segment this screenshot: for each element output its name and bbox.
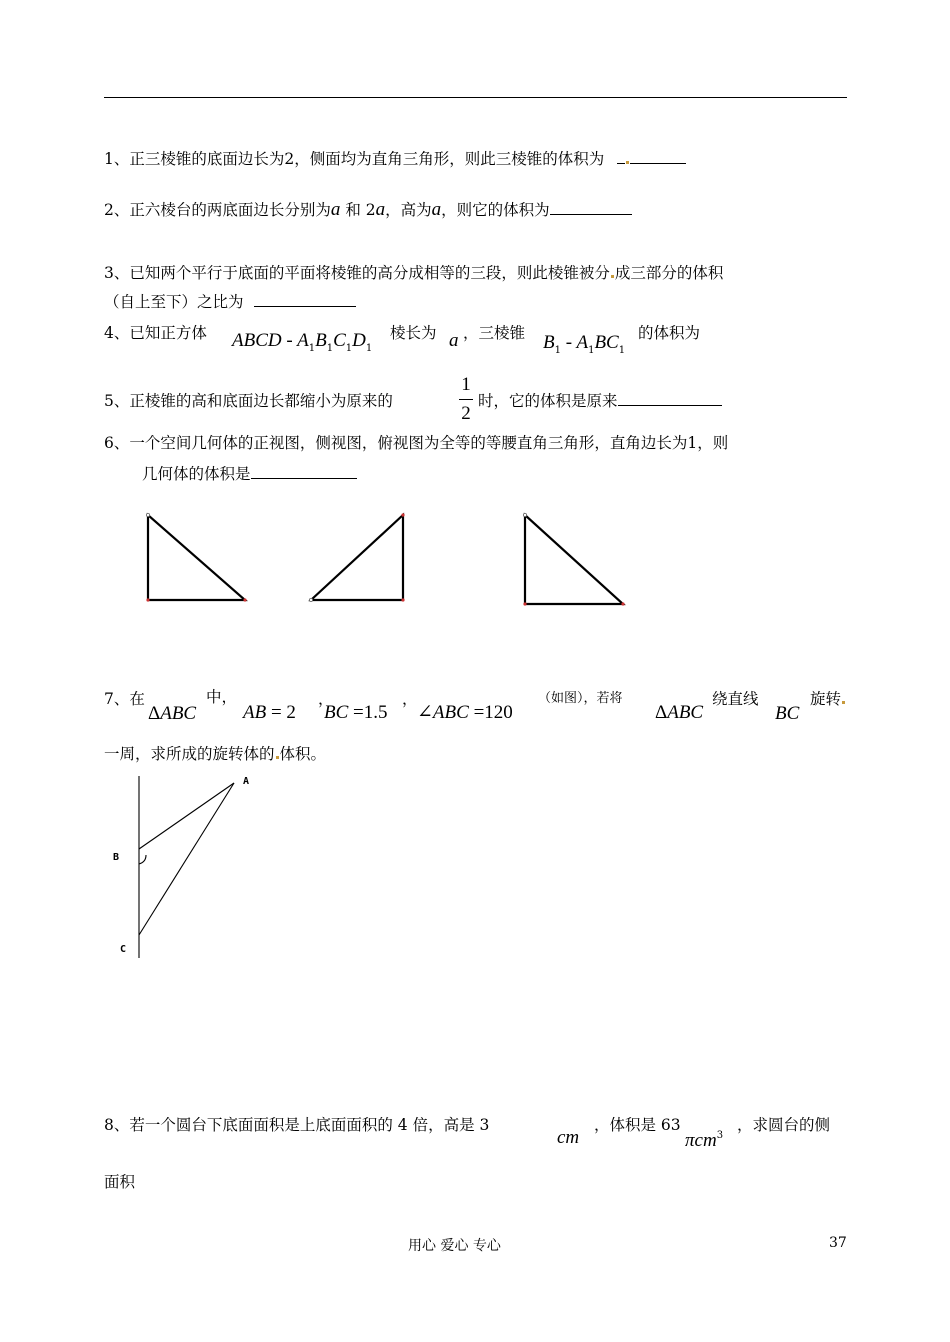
question-4-pyramid-label: ，三棱锥	[463, 324, 526, 342]
question-7-bc-2: BC	[775, 703, 800, 724]
question-3-line-2: （自上至下）之比为	[104, 292, 356, 312]
question-5-end: 时，它的体积是原来	[478, 391, 722, 411]
question-4-mid: 棱长为	[390, 324, 437, 342]
question-8-unit-cm: cm	[557, 1127, 580, 1148]
question-7-triangle-abc: ΔABC	[148, 703, 197, 724]
question-6-line-2: 几何体的体积是	[142, 464, 357, 484]
rotation-figure	[139, 776, 234, 958]
side-view-triangle	[311, 515, 403, 600]
figure-label-c: C	[120, 944, 127, 955]
figure-label-a: A	[243, 776, 250, 787]
question-4-end: 的体积为	[638, 324, 701, 342]
question-7-around-line: 绕直线	[712, 690, 759, 708]
question-4: 4、已知正方体	[104, 324, 207, 342]
question-7-rotate: 旋转	[810, 689, 846, 709]
top-view-triangle	[525, 515, 623, 604]
question-8-end: ，求圆台的侧	[737, 1116, 831, 1134]
figure-label-b: B	[113, 852, 120, 863]
question-4-cube-expression: ABCD - $A_1B_1C_1D_1$	[232, 330, 373, 354]
footer-slogan: 用心 爱心 专心	[408, 1238, 501, 1254]
question-4-pyramid-expression: $B_1 - A_1BC_1$	[543, 332, 626, 356]
question-8-volume: ，体积是 63	[594, 1116, 681, 1134]
question-7-triangle-abc-2: ΔABC	[655, 702, 704, 723]
front-view-triangle	[148, 515, 245, 600]
question-7-angle: ∠ABC =120	[417, 702, 513, 723]
page-number: 37	[829, 1235, 847, 1251]
question-7-bc: BC =1.5	[324, 702, 388, 723]
question-1: 1、正三棱锥的底面边长为2，侧面均为直角三角形，则此三棱锥的体积为	[104, 149, 686, 169]
question-7-see-figure: （如图），若将	[538, 691, 623, 706]
question-5: 5、正棱锥的高和底面边长都缩小为原来的	[104, 392, 393, 410]
question-7-line-2: 一周，求所成的旋转体的 体积。	[104, 745, 327, 763]
fraction-numerator: 1	[461, 374, 471, 395]
question-7-intro: 7、在	[104, 690, 145, 708]
fraction-denominator: 2	[461, 403, 471, 424]
question-6-line-1: 6、一个空间几何体的正视图，侧视图，俯视图为全等的等腰直角三角形，直角边长为1，则	[104, 434, 729, 452]
question-3-line-1: 3、已知两个平行于底面的平面将棱锥的高分成相等的三段，则此棱锥被分 成三部分的体积	[104, 264, 724, 282]
question-7-comma-1: ，	[318, 690, 334, 708]
question-8-line-2: 面积	[104, 1173, 136, 1191]
question-7-comma-2: ，	[402, 690, 418, 708]
question-8: 8、若一个圆台下底面面积是上底面面积的 4 倍，高是 3	[104, 1116, 490, 1134]
question-8-unit-pi-cm3: πcm$^3$	[685, 1130, 724, 1151]
question-4-var-a: a	[449, 330, 459, 351]
question-2: 2、正六棱台的两底面边长分别为a 和 2a，高为a，则它的体积为	[104, 200, 632, 220]
question-7-zhong: 中，	[206, 688, 238, 706]
question-7-ab: AB = 2	[243, 702, 296, 723]
